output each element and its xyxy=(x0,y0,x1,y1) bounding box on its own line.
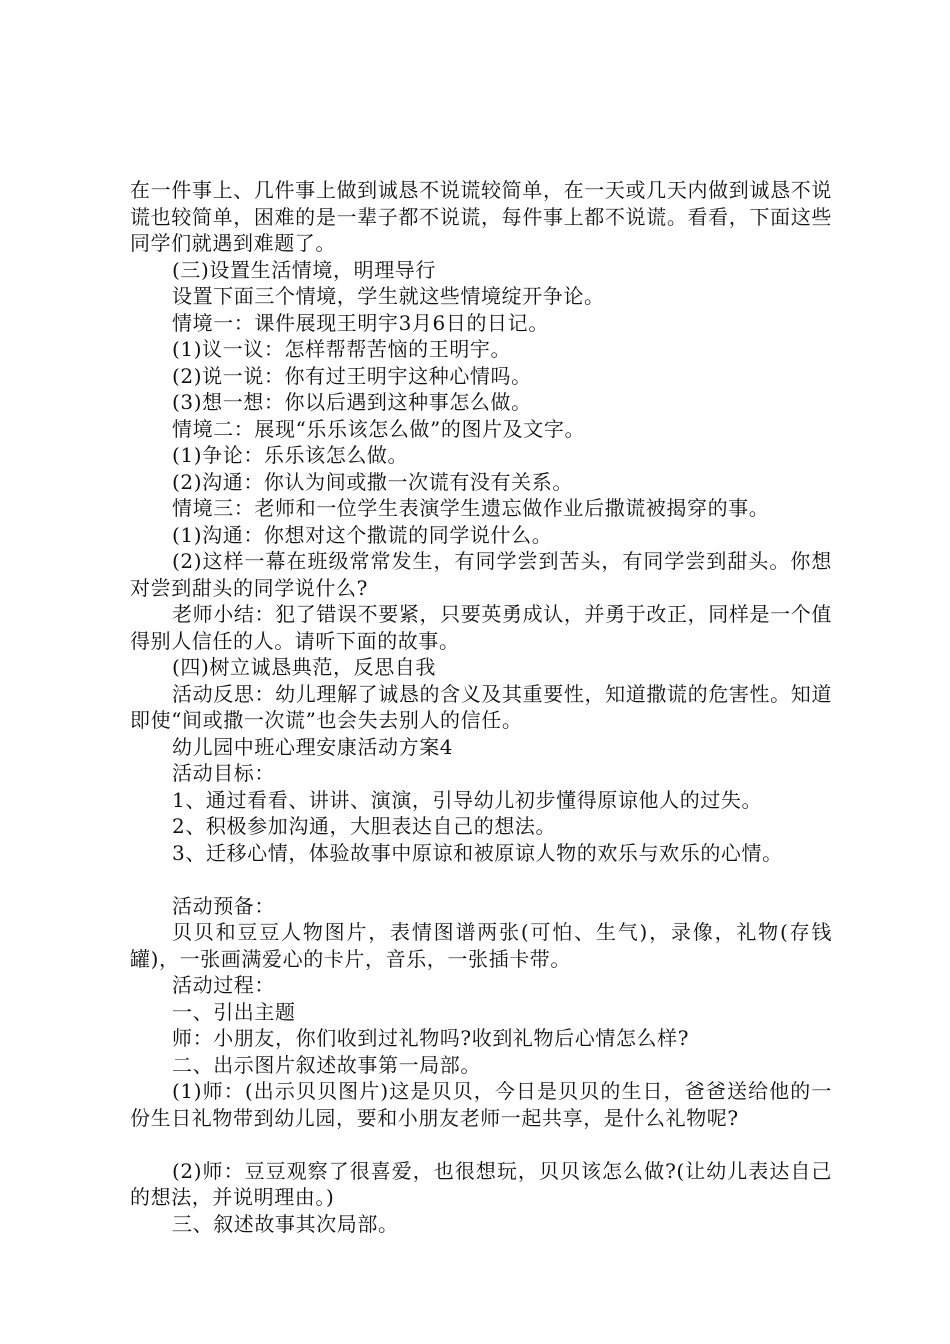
list-item: (2)说一说：你有过王明宇这种心情吗。 xyxy=(172,363,532,388)
activity-reflection: 活动反思：幼儿理解了诚恳的含义及其重要性，知道撒谎的危害性。知道即使“间或撒一次谎”也会失去别人的信任。 xyxy=(130,681,832,732)
scenario-3: 情境三：老师和一位学生表演学生遗忘做作业后撒谎被揭穿的事。 xyxy=(172,496,770,520)
goals-heading: 活动目标： xyxy=(172,761,275,785)
process-heading: 活动过程： xyxy=(172,973,275,997)
teacher-summary: 老师小结：犯了错误不要紧，只要英勇成认，并勇于改正，同样是一个值得别人信任的人。请听下面的故事。 xyxy=(130,602,832,653)
list-item: (1)沟通：你想对这个撒谎的同学说什么。 xyxy=(172,522,553,547)
goal-item: 3、迁移心情，体验故事中原谅和被原谅人物的欢乐与欢乐的心情。 xyxy=(172,840,783,865)
scenario-1: 情境一：课件展现王明宇3月6日的日记。 xyxy=(172,310,549,335)
list-item: (1)争论：乐乐该怎么做。 xyxy=(172,443,409,467)
list-item: (2)沟通：你认为间或撒一次谎有没有关系。 xyxy=(172,469,573,494)
goal-item: 1、通过看看、讲讲、演演，引导幼儿初步懂得原谅他人的过失。 xyxy=(172,787,763,812)
list-item: (1)议一议：怎样帮帮苦恼的王明宇。 xyxy=(172,337,512,361)
paragraph: (2)师：豆豆观察了很喜爱，也很想玩，贝贝该怎么做?(让幼儿表达自己的想法，并说明理由。) xyxy=(130,1158,832,1209)
step-heading: 二、出示图片叙述故事第一局部。 xyxy=(172,1052,481,1077)
goal-item: 2、积极参加沟通，大胆表达自己的想法。 xyxy=(172,814,557,838)
section-heading-3: (三)设置生活情境，明理导行 xyxy=(172,257,437,282)
preparation-heading: 活动预备： xyxy=(172,893,275,918)
step-heading: 一、引出主题 xyxy=(172,999,296,1024)
paragraph: 设置下面三个情境，学生就这些情境绽开争论。 xyxy=(172,284,605,308)
section-heading-4: (四)树立诚恳典范，反思自我 xyxy=(172,655,437,679)
blank-line xyxy=(130,866,832,893)
paragraph-intro: 在一件事上、几件事上做到诚恳不说谎较简单，在一天或几天内做到诚恳不说谎也较简单，困难的是一辈子都不说谎，每件事上都不说谎。看看，下面这些同学们就遇到难题了。 xyxy=(130,178,832,255)
preparation-text: 贝贝和豆豆人物图片，表情图谱两张(可怕、生气)，录像，礼物(存钱罐)，一张画满爱心的卡片，音乐，一张插卡带。 xyxy=(130,920,832,971)
paragraph: 师：小朋友，你们收到过礼物吗?收到礼物后心情怎么样? xyxy=(172,1026,690,1050)
document-body xyxy=(130,177,832,1237)
paragraph: (1)师：(出示贝贝图片)这是贝贝，今日是贝贝的生日，爸爸送给他的一份生日礼物带到幼儿园，要和小朋友老师一起共享，是什么礼物呢? xyxy=(130,1079,832,1130)
plan-title: 幼儿园中班心理安康活动方案4 xyxy=(172,734,454,759)
list-item: (2)这样一幕在班级常常发生，有同学尝到苦头，有同学尝到甜头。你想对尝到甜头的同学说什么? xyxy=(130,549,832,600)
list-item: (3)想一想：你以后遇到这种事怎么做。 xyxy=(172,390,532,414)
blank-line xyxy=(130,1131,832,1158)
scenario-2: 情境二：展现“乐乐该怎么做”的图片及文字。 xyxy=(172,416,586,441)
step-heading: 三、叙述故事其次局部。 xyxy=(172,1211,399,1236)
